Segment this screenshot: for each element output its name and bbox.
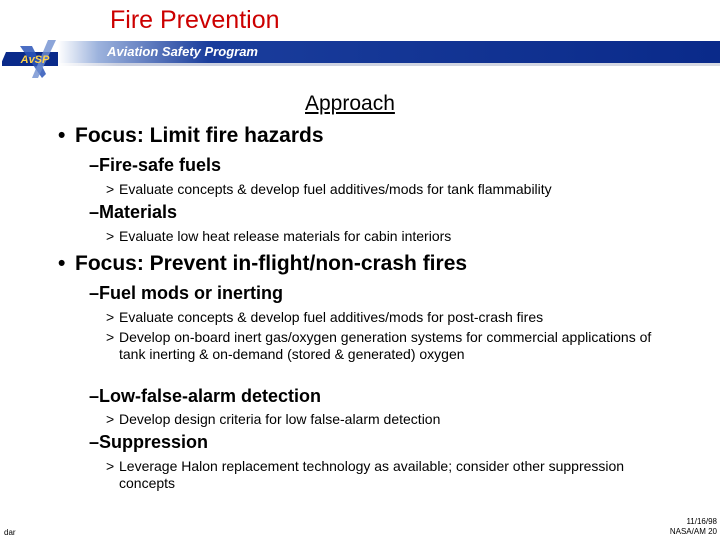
sub-item-text: Evaluate concepts & develop fuel additives/mods for post-crash fires	[119, 309, 544, 325]
arrow-marker: >	[106, 228, 115, 244]
bullet: •	[58, 252, 66, 275]
focus-label: Focus: Limit fire hazards	[75, 124, 324, 147]
dash: –	[89, 432, 100, 452]
sub-item	[106, 228, 706, 245]
arrow-marker: >	[106, 309, 115, 325]
slide-heading: Approach	[305, 92, 395, 115]
footer-date: 11/16/98	[686, 517, 717, 526]
item-label: Fire-safe fuels	[99, 155, 222, 175]
sub-item-text: Leverage Halon replacement technology as available; consider other suppression concepts	[119, 458, 625, 491]
sub-item	[106, 309, 706, 326]
dash: –	[89, 283, 100, 303]
sub-item-text: Develop design criteria for low false-alarm detection	[119, 411, 441, 427]
footer-info	[670, 517, 717, 537]
item-label: Fuel mods or inerting	[99, 283, 284, 303]
sub-item	[106, 329, 681, 362]
item-fire-safe-fuels	[89, 155, 221, 176]
dash: –	[89, 202, 100, 222]
banner-shadow	[58, 63, 720, 66]
sub-item-text: Develop on-board inert gas/oxygen generation systems for commercial applications of tank inerting & on-demand (stored & generated) oxygen	[119, 329, 652, 362]
item-materials	[89, 202, 177, 223]
author-initials: dar	[4, 528, 16, 537]
program-name: Aviation Safety Program	[107, 44, 258, 59]
arrow-marker: >	[106, 411, 115, 427]
bullet: •	[58, 124, 66, 147]
item-label: Low-false-alarm detection	[99, 386, 322, 406]
item-fuel-mods-inerting	[89, 283, 283, 304]
arrow-marker: >	[106, 458, 115, 474]
footer-ref: NASA/AM 20	[669, 527, 717, 536]
focus-label: Focus: Prevent in-flight/non-crash fires	[75, 252, 468, 275]
sub-item	[106, 411, 706, 428]
sub-item-text: Evaluate low heat release materials for cabin interiors	[119, 228, 452, 244]
sub-item	[106, 458, 666, 491]
arrow-marker: >	[106, 181, 115, 197]
dash: –	[89, 386, 100, 406]
item-label: Materials	[99, 202, 178, 222]
focus-limit-fire-hazards	[58, 124, 324, 148]
arrow-marker: >	[106, 329, 115, 345]
item-low-false-alarm-detection	[89, 386, 321, 407]
focus-prevent-in-flight-fires	[58, 252, 467, 276]
sub-item-text: Evaluate concepts & develop fuel additives/mods for tank flammability	[119, 181, 552, 197]
item-suppression	[89, 432, 208, 453]
sub-item	[106, 181, 706, 198]
slide-title: Fire Prevention	[110, 6, 280, 34]
dash: –	[89, 155, 100, 175]
item-label: Suppression	[99, 432, 209, 452]
logo-text: AvSP	[20, 54, 50, 66]
